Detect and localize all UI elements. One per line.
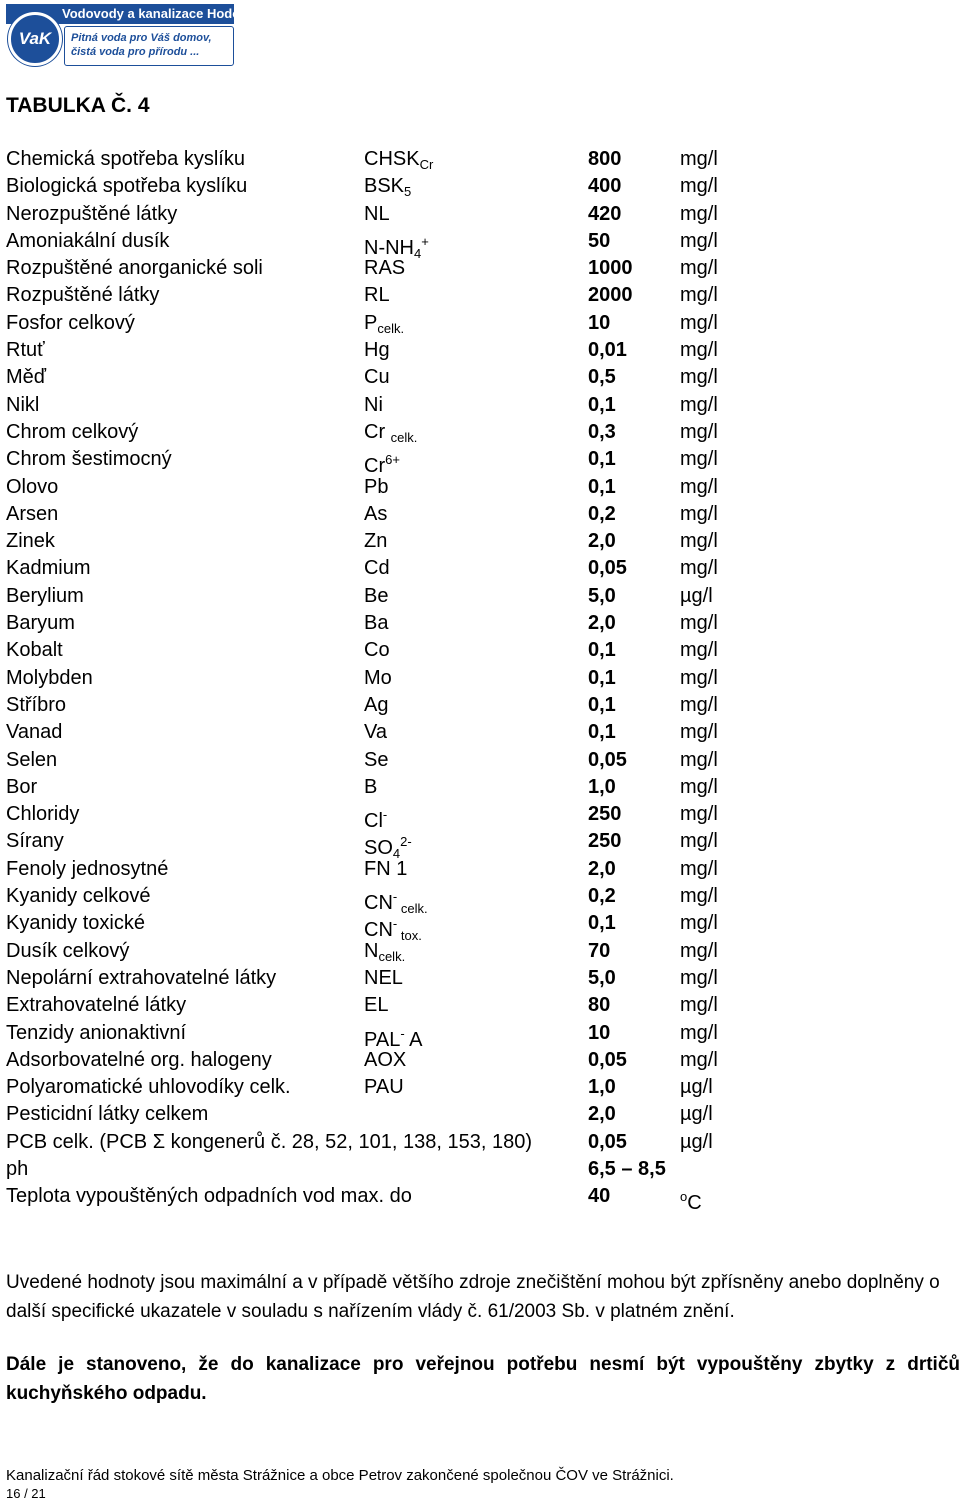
table-row (6, 747, 726, 774)
parameter-name: Sírany (6, 830, 64, 853)
parameter-name: Berylium (6, 584, 84, 607)
logo-company-name: Vodovody a kanalizace Hodonín, a.s. (6, 4, 234, 24)
table-row (6, 637, 726, 664)
parameter-name: Dusík celkový (6, 939, 130, 962)
unit-text: C (687, 1192, 702, 1215)
table-row (6, 282, 726, 309)
unit (680, 747, 718, 774)
parameter-name: Chloridy (6, 803, 80, 826)
limit-value: 0,1 (588, 912, 616, 935)
table-row (6, 501, 726, 528)
symbol-text: FN 1 (364, 857, 408, 880)
table-row (6, 774, 726, 801)
symbol-superscript: 2- (400, 834, 412, 850)
parameter-name: Chrom celkový (6, 420, 139, 443)
unit (680, 801, 718, 828)
symbol-text: Ag (364, 693, 389, 716)
unit (680, 1074, 713, 1101)
table-row (6, 1183, 726, 1215)
parameter-name: Stříbro (6, 693, 67, 716)
unit (680, 173, 718, 200)
parameter-name: PCB celk. (PCB Σ kongenerů č. 28, 52, 101, 138, 153, 180) (6, 1130, 533, 1153)
logo-slogan-line-2: čistá voda pro přírodu ... (71, 46, 200, 58)
parameter-symbol (364, 692, 388, 719)
symbol-subscript: celk. (378, 948, 406, 964)
table-row (6, 228, 726, 261)
unit (680, 419, 718, 446)
page-number: 16 / 21 (6, 1486, 46, 1501)
unit (680, 392, 718, 419)
symbol-text: Cr (364, 455, 386, 478)
limit-value: 0,05 (588, 748, 627, 771)
parameter-symbol (364, 392, 383, 419)
unit (680, 637, 718, 664)
parameter-name: Tenzidy anionaktivní (6, 1021, 187, 1044)
symbol-text: BSK (364, 175, 405, 198)
unit-text: mg/l (680, 1048, 718, 1071)
unit-text: mg/l (680, 284, 718, 307)
parameter-name: Selen (6, 748, 58, 771)
limit-value: 10 (588, 1021, 611, 1044)
limit-value: 1,0 (588, 1076, 616, 1099)
table-row (6, 692, 726, 719)
unit-text: mg/l (680, 721, 718, 744)
parameter-name: Měď (6, 366, 47, 389)
limit-value: 0,1 (588, 721, 616, 744)
limit-value: 70 (588, 939, 611, 962)
unit (680, 364, 718, 391)
page-heading: TABULKA Č. 4 (6, 94, 150, 117)
symbol-text: RAS (364, 257, 406, 280)
limit-value: 2,0 (588, 857, 616, 880)
parameter-symbol (364, 774, 377, 801)
unit (680, 938, 718, 965)
parameter-name: Polyaromatické uhlovodíky celk. (6, 1076, 291, 1099)
limit-value: 2,0 (588, 1103, 616, 1126)
limit-value: 800 (588, 148, 622, 170)
unit-text: µg/l (680, 1103, 713, 1126)
table-row (6, 856, 726, 883)
limit-value: 1,0 (588, 775, 616, 798)
parameter-name: Arsen (6, 502, 59, 525)
unit (680, 528, 718, 555)
symbol-superscript: - (400, 1025, 405, 1041)
parameter-symbol (364, 992, 388, 1019)
limit-value: 5,0 (588, 966, 616, 989)
footer-text: Kanalizační řád stokové sítě města Strážnice a obce Petrov zakončené společnou ČOV ve Strážnici. (6, 1467, 674, 1484)
limit-value: 250 (588, 830, 622, 853)
table-row (6, 446, 726, 478)
unit-text: mg/l (680, 775, 718, 798)
limit-value: 0,05 (588, 1048, 627, 1071)
unit-text: mg/l (680, 857, 718, 880)
limit-value: 2,0 (588, 612, 616, 635)
parameter-symbol (364, 282, 390, 309)
symbol-text: Mo (364, 666, 392, 689)
parameter-name: Rtuť (6, 339, 45, 362)
symbol-text: Zn (364, 530, 388, 553)
unit (680, 282, 718, 309)
symbol-text: PAU (364, 1076, 404, 1099)
table-row (6, 146, 726, 173)
table-row (6, 610, 726, 637)
parameter-symbol (364, 201, 390, 228)
unit-text: mg/l (680, 475, 718, 498)
parameter-symbol (364, 364, 390, 391)
table-row (6, 801, 726, 833)
symbol-text: Be (364, 584, 389, 607)
unit-text: mg/l (680, 530, 718, 553)
symbol-text: PAL (364, 1028, 401, 1051)
unit-text: mg/l (680, 612, 718, 635)
table-row (6, 1129, 726, 1156)
symbol-text: Pb (364, 475, 389, 498)
unit (680, 1101, 713, 1128)
parameter-name: Adsorbovatelné org. halogeny (6, 1048, 272, 1071)
table-row (6, 1020, 726, 1051)
unit-text: µg/l (680, 1076, 713, 1099)
note-paragraph: Uvedené hodnoty jsou maximální a v případě většího zdroje znečištění mohou být zpřísněny anebo doplněny o další specifické ukazatele v souladu s nařízením vlády č. 61/2003 Sb. v platném znění. (6, 1272, 940, 1322)
unit-text: mg/l (680, 557, 718, 580)
symbol-subscript: Cr (419, 157, 434, 172)
symbol-text: NEL (364, 966, 403, 989)
parameter-name: Olovo (6, 475, 59, 498)
limit-value: 0,1 (588, 639, 616, 662)
limit-value: 2,0 (588, 530, 616, 553)
symbol-text: NL (364, 202, 390, 225)
symbol-superscript: + (421, 233, 429, 249)
symbol-text: Ni (364, 393, 383, 416)
parameter-symbol (364, 747, 388, 774)
unit-text: mg/l (680, 693, 718, 716)
table-row (6, 392, 726, 419)
parameter-name: Rozpuštěné látky (6, 284, 160, 307)
symbol-text: CN (364, 892, 393, 915)
table-row (6, 938, 726, 965)
unit (680, 910, 718, 937)
unit-text: mg/l (680, 393, 718, 416)
table-row (6, 555, 726, 582)
symbol-text: Cu (364, 366, 390, 389)
table-row (6, 910, 726, 944)
unit-text: mg/l (680, 366, 718, 389)
symbol-text: Cr (364, 420, 391, 443)
parameter-name: Teplota vypouštěných odpadních vod max. do (6, 1185, 412, 1208)
symbol-superscript: - (392, 916, 398, 932)
symbol-suffix: A (404, 1028, 423, 1051)
symbol-text: CN (364, 919, 393, 942)
unit (680, 1020, 718, 1047)
unit-text: mg/l (680, 666, 718, 689)
parameter-symbol (364, 583, 388, 610)
limit-value: 0,2 (588, 502, 616, 525)
table-row (6, 1047, 726, 1074)
symbol-subscript: celk. (377, 320, 405, 336)
limit-value: 0,1 (588, 393, 616, 416)
parameter-name: Fenoly jednosytné (6, 857, 169, 880)
parameter-name: ph (6, 1157, 29, 1180)
parameter-name: Nerozpuštěné látky (6, 202, 178, 225)
parameter-symbol (364, 665, 392, 692)
limit-value: 400 (588, 175, 622, 198)
symbol-text: Co (364, 639, 390, 662)
limit-value: 0,1 (588, 666, 616, 689)
table-row (6, 992, 726, 1019)
unit (680, 446, 718, 473)
limit-value: 0,1 (588, 693, 616, 716)
unit (680, 1047, 718, 1074)
unit-text: µg/l (680, 1130, 713, 1153)
unit (680, 610, 718, 637)
table-row (6, 201, 726, 228)
unit (680, 692, 718, 719)
unit (680, 719, 718, 746)
table-row (6, 1074, 726, 1101)
limit-value: 1000 (588, 257, 633, 280)
unit (680, 255, 718, 282)
unit (680, 555, 718, 582)
table-row (6, 665, 726, 692)
parameter-name: Nepolární extrahovatelné látky (6, 966, 277, 989)
symbol-subscript: celk. (397, 901, 428, 917)
parameter-name: Nikl (6, 393, 40, 416)
unit-text: mg/l (680, 1021, 718, 1044)
unit-text: mg/l (680, 830, 718, 853)
symbol-subscript: 5 (404, 184, 412, 200)
table-row (6, 364, 726, 391)
symbol-text: Cd (364, 557, 390, 580)
symbol-subscript: celk. (390, 429, 418, 445)
unit-text: mg/l (680, 748, 718, 771)
symbol-text: AOX (364, 1048, 407, 1071)
unit-text: mg/l (680, 229, 718, 252)
unit (680, 1129, 713, 1156)
parameter-symbol (364, 474, 388, 501)
unit-text: mg/l (680, 994, 718, 1017)
limit-value: 2000 (588, 284, 633, 307)
limit-value: 5,0 (588, 584, 616, 607)
note-paragraph-bold: Dále je stanoveno, že do kanalizace pro veřejnou potřebu nesmí být vypouštěny zbytky z drtičů kuchyňského odpadu. (6, 1354, 960, 1404)
parameter-symbol (364, 856, 407, 883)
unit-text: mg/l (680, 966, 718, 989)
unit-text: mg/l (680, 502, 718, 525)
symbol-text: EL (364, 994, 389, 1017)
parameter-name: Kobalt (6, 639, 63, 662)
parameter-symbol (364, 610, 388, 637)
table-row (6, 828, 726, 862)
unit (680, 665, 718, 692)
unit-text: µg/l (680, 584, 713, 607)
unit (680, 774, 718, 801)
table-row (6, 528, 726, 555)
unit-text: mg/l (680, 420, 718, 443)
symbol-subscript: 4 (414, 245, 422, 261)
table-row (6, 419, 726, 446)
parameter-symbol (364, 555, 390, 582)
table-row (6, 883, 726, 917)
symbol-text: As (364, 502, 388, 525)
logo-slogan-line-1: Pitná voda pro Váš domov, (71, 32, 212, 44)
table-row (6, 173, 726, 200)
unit (680, 228, 718, 255)
table-row (6, 965, 726, 992)
symbol-subscript: tox. (397, 928, 422, 944)
parameter-name: Kadmium (6, 557, 91, 580)
parameter-symbol (364, 337, 390, 364)
unit-text: mg/l (680, 257, 718, 280)
unit (680, 310, 718, 337)
parameter-name: Fosfor celkový (6, 311, 135, 334)
unit-text: mg/l (680, 148, 718, 170)
table-row (6, 255, 726, 282)
parameter-name: Baryum (6, 612, 75, 635)
company-logo (6, 4, 289, 66)
unit-text: mg/l (680, 939, 718, 962)
parameter-name: Pesticidní látky celkem (6, 1103, 209, 1126)
unit-text: mg/l (680, 448, 718, 471)
unit-text: mg/l (680, 912, 718, 935)
parameter-name: Chrom šestimocný (6, 448, 172, 471)
unit (680, 1183, 702, 1217)
unit-text: mg/l (680, 311, 718, 334)
symbol-subscript: 4 (392, 846, 401, 862)
symbol-superscript: - (392, 889, 398, 905)
parameter-name: Extrahovatelné látky (6, 994, 187, 1017)
unit (680, 992, 718, 1019)
parameter-symbol (364, 1047, 406, 1074)
unit (680, 201, 718, 228)
symbol-text: Cl (364, 810, 383, 833)
parameter-symbol (364, 528, 387, 555)
unit-text: mg/l (680, 175, 718, 198)
symbol-superscript: 6+ (385, 452, 400, 468)
unit (680, 337, 718, 364)
limit-value: 420 (588, 202, 622, 225)
unit-text: mg/l (680, 885, 718, 908)
unit-text: mg/l (680, 339, 718, 362)
parameter-name: Kyanidy toxické (6, 912, 145, 935)
unit (680, 965, 718, 992)
logo-slogan (64, 26, 234, 66)
parameter-symbol (364, 255, 405, 282)
unit-text: mg/l (680, 639, 718, 662)
logo-mark: VaK (8, 12, 62, 66)
parameter-symbol (364, 501, 387, 528)
parameter-name: Biologická spotřeba kyslíku (6, 175, 248, 198)
table-row (6, 719, 726, 746)
unit (680, 856, 718, 883)
parameter-name: Bor (6, 775, 38, 798)
symbol-text: RL (364, 284, 390, 307)
table-row (6, 1101, 726, 1128)
symbol-text: P (364, 311, 378, 334)
parameter-symbol (364, 965, 403, 992)
symbol-text: Se (364, 748, 389, 771)
table-row (6, 583, 726, 610)
symbol-text: CHSK (364, 148, 420, 170)
unit (680, 828, 718, 855)
table-row (6, 474, 726, 501)
parameter-symbol (364, 719, 387, 746)
parameter-name: Rozpuštěné anorganické soli (6, 257, 263, 280)
limit-value: 6,5 – 8,5 (588, 1157, 666, 1180)
symbol-text: Hg (364, 339, 390, 362)
unit-superscript: o (680, 1189, 688, 1205)
limit-value: 50 (588, 229, 611, 252)
limit-value: 0,1 (588, 448, 616, 471)
table-row (6, 310, 726, 337)
symbol-text: SO (364, 837, 393, 860)
symbol-text: N-NH (364, 236, 414, 259)
unit (680, 474, 718, 501)
limits-table (6, 146, 726, 1215)
unit-text: mg/l (680, 202, 718, 225)
table-row (6, 337, 726, 364)
parameter-name: Zinek (6, 530, 55, 553)
parameter-name: Amoniakální dusík (6, 229, 170, 252)
unit (680, 501, 718, 528)
parameter-name: Kyanidy celkové (6, 885, 151, 908)
limit-value: 0,1 (588, 475, 616, 498)
limit-value: 250 (588, 803, 622, 826)
limit-value: 0,3 (588, 420, 616, 443)
symbol-text: Va (364, 721, 387, 744)
limit-value: 0,01 (588, 339, 627, 362)
limit-value: 40 (588, 1185, 611, 1208)
parameter-name: Vanad (6, 721, 63, 744)
unit (680, 146, 718, 173)
symbol-superscript: - (382, 807, 388, 823)
limit-value: 0,05 (588, 1130, 627, 1153)
parameter-name: Chemická spotřeba kyslíku (6, 148, 245, 170)
unit-text: mg/l (680, 803, 718, 826)
symbol-text: B (364, 775, 378, 798)
unit (680, 583, 713, 610)
symbol-text: N (364, 939, 379, 962)
symbol-text: Ba (364, 612, 389, 635)
limit-value: 80 (588, 994, 611, 1017)
table-row (6, 1156, 726, 1183)
limit-value: 0,2 (588, 885, 616, 908)
parameter-symbol (364, 1074, 404, 1101)
limit-value: 10 (588, 311, 611, 334)
parameter-symbol (364, 637, 390, 664)
limit-value: 0,5 (588, 366, 616, 389)
parameter-name: Molybden (6, 666, 93, 689)
unit (680, 883, 718, 910)
limit-value: 0,05 (588, 557, 627, 580)
